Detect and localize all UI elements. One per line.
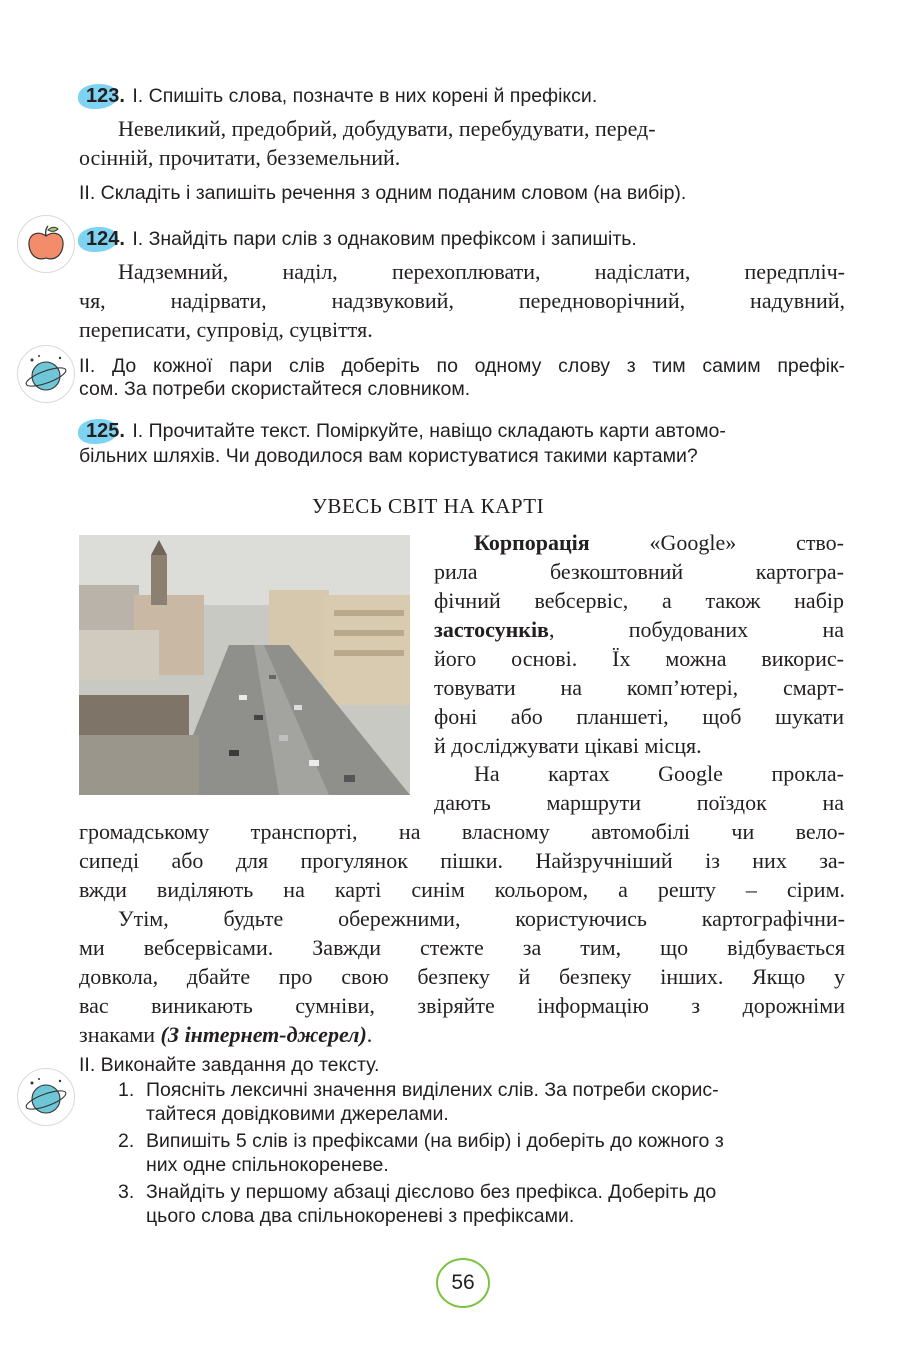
text-title: УВЕСЬ СВІТ НА КАРТІ <box>312 494 545 518</box>
text-p1-line6: товувати на комп’ютері, смарт- <box>434 675 844 700</box>
ex123-task1 <box>82 83 862 109</box>
text-p1-line3: фічний вебсервіс, а також набір <box>434 588 844 613</box>
text-p1-line8: й досліджувати цікаві місця. <box>434 733 702 758</box>
text-p3-line5: знаками (З інтернет-джерел). <box>79 1022 373 1047</box>
keyword-korporatsiia: Корпорація <box>474 530 590 555</box>
ex123-task1-text: І. Спишіть слова, позначте в них корені й префікси. <box>132 85 598 107</box>
ex124-task1-text: І. Знайдіть пари слів з однаковим префіксом і запишіть. <box>132 228 637 250</box>
text-p3-line4: вас виникають сумніви, звіряйте інформацію з дорожніми <box>79 993 845 1018</box>
ex124-words-line2: чя, надірвати, надзвуковий, передноворічний, надувний, <box>79 288 845 313</box>
text-p3-line3: довкола, дбайте про свою безпеку й безпеку інших. Якщо у <box>79 964 845 989</box>
ex125-task2: ІІ. Виконайте завдання до тексту. <box>79 1054 380 1076</box>
text-p1-line5: його основі. Їх можна викорис- <box>434 646 844 671</box>
ex124-words-line1: Надземний, наділ, перехоплювати, надіслати, передпліч- <box>118 259 845 284</box>
page-number: 56 <box>436 1258 490 1308</box>
task-item-3: 3. Знайдіть у першому абзаці дієслово без префікса. Доберіть до цього слова два спільнокореневі з префіксами. <box>118 1181 717 1227</box>
ex123-words-line1: Невеликий, предобрий, добудувати, перебудувати, перед- <box>118 116 656 141</box>
exercise-number-124: 124. <box>82 226 127 252</box>
text-p1-line2: рила безкоштовний картогра- <box>434 559 844 584</box>
city-street-photo <box>79 535 410 795</box>
ex124-words-line3: переписати, супровід, суцвіття. <box>79 317 373 342</box>
ex125-task1-line1 <box>82 418 848 444</box>
text-p1-line7: фоні або планшеті, щоб шукати <box>434 704 844 729</box>
task-item-1: 1. Поясніть лексичні значення виділених слів. За потреби скорис- тайтеся довідковими джерелами. <box>118 1079 719 1125</box>
text-p1-line4: застосунків, побудованих на <box>434 617 844 642</box>
apple-icon <box>17 215 75 273</box>
text-p3-line1: Утім, будьте обережними, користуючись картографічни- <box>118 906 845 931</box>
text-p1-line1: Корпорація «Google» ство- <box>474 530 844 555</box>
ex125-task1-text: І. Прочитайте текст. Поміркуйте, навіщо складають карти автомо- <box>132 420 726 442</box>
text-p2-line4: сипеді або для прогулянок пішки. Найзручніший із них за- <box>79 848 845 873</box>
text-source: (З інтернет-джерел) <box>160 1022 367 1047</box>
text-p2-line2: дають маршрути поїздок на <box>434 790 844 815</box>
exercise-number-125: 125. <box>82 418 127 444</box>
ex124-task1 <box>82 226 862 252</box>
text-p3-line2: ми вебсервісами. Завжди стежте за тим, що відбувається <box>79 935 845 960</box>
ex125-task1-line2: більних шляхів. Чи доводилося вам користуватися такими картами? <box>79 445 698 467</box>
planet-icon <box>17 345 75 403</box>
task-item-2: 2. Випишіть 5 слів із префіксами (на вибір) і доберіть до кожного з них одне спільнокореневе. <box>118 1130 724 1176</box>
planet-icon <box>17 1068 75 1126</box>
text-p2-line1: На картах Google прокла- <box>474 761 844 786</box>
ex124-task2-line1: ІІ. До кожної пари слів доберіть по одному слову з тим самим префік- <box>79 355 845 377</box>
ex123-words-line2: осінній, прочитати, безземельний. <box>79 145 401 170</box>
keyword-zastosunkiv: застосунків <box>434 617 549 642</box>
exercise-number-123: 123. <box>82 83 127 109</box>
ex123-task2: ІІ. Складіть і запишіть речення з одним поданим словом (на вибір). <box>79 182 687 204</box>
ex124-task2-line2: сом. За потреби скористайтеся словником. <box>79 378 471 400</box>
text-p2-line5: вжди виділяють на карті синім кольором, а решту – сірим. <box>79 877 845 902</box>
text-p2-line3: громадському транспорті, на власному автомобілі чи вело- <box>79 819 845 844</box>
